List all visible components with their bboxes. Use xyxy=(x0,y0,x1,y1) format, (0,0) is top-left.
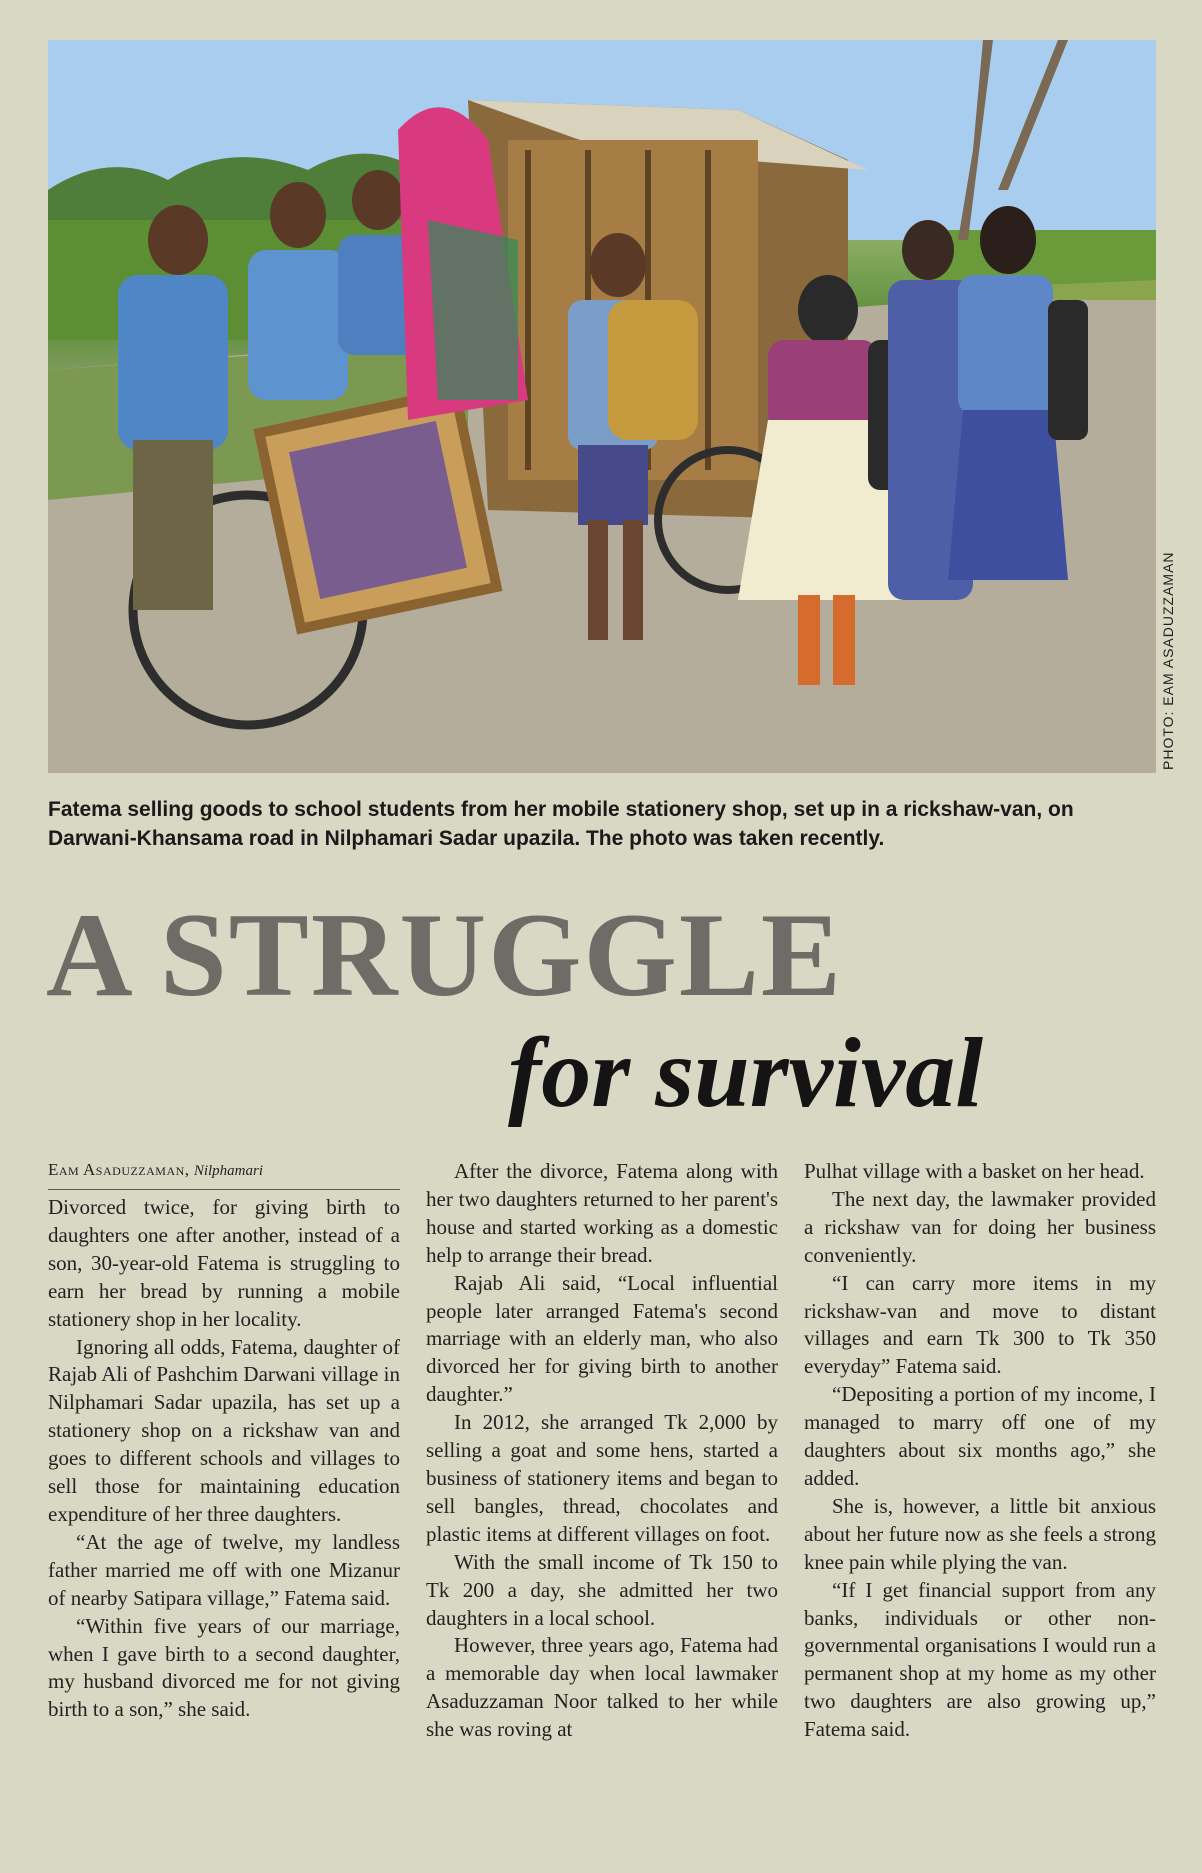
article-subheadline: for survival xyxy=(508,1017,983,1128)
photo-caption: Fatema selling goods to school students from her mobile stationery shop, set up in a rickshaw-van, on Darwani-Khansama road in Nilphamari Sadar upazila. The photo was taken recently. xyxy=(48,798,1074,850)
paragraph: “Within five years of our marriage, when I gave birth to a second daughter, my husband divorced me for not giving birth to a son,” she said. xyxy=(48,1613,400,1722)
paragraph: Pulhat village with a basket on her head. xyxy=(804,1159,1145,1183)
paragraph: She is, however, a little bit anxious about her future now as she feels a strong knee pain while plying the van. xyxy=(804,1493,1156,1574)
paragraph: Ignoring all odds, Fatema, daughter of Rajab Ali of Pashchim Darwani village in Nilphamari Sadar upazila, has set up a stationery shop on a rickshaw van and goes to different schools and villages to sell those for maintaining education expenditure of her three daughters. xyxy=(48,1334,400,1526)
paragraph: The next day, the lawmaker provided a rickshaw van for doing her business conveniently. xyxy=(804,1186,1156,1267)
byline xyxy=(48,1158,400,1190)
article-column-2 xyxy=(426,1158,778,1744)
paragraph: “If I get financial support from any banks, individuals or other non-governmental organisations I would run a permanent shop at my home as my other two daughters are also growing up,” Fatema said. xyxy=(804,1577,1156,1742)
photo-image xyxy=(48,40,1156,773)
paragraph: However, three years ago, Fatema had a memorable day when local lawmaker Asaduzzaman Noor talked to her while she was roving at xyxy=(426,1633,778,1742)
article-headline: A STRUGGLE xyxy=(46,888,843,1021)
photo-credit-text: PHOTO: EAM ASADUZZAMAN xyxy=(1160,551,1176,770)
article-column-1 xyxy=(48,1158,400,1724)
paragraph: Rajab Ali said, “Local influential people later arranged Fatema's second marriage with an elderly man, who also divorced her for giving birth to another daughter.” xyxy=(426,1270,778,1407)
article-column-3 xyxy=(804,1158,1156,1744)
paragraph: “At the age of twelve, my landless father married me off with one Mizanur of nearby Satipara village,” Fatema said. xyxy=(48,1529,400,1610)
paragraph: Divorced twice, for giving birth to daughters one after another, instead of a son, 30-year-old Fatema is struggling to earn her bread by running a mobile stationery shop in her locality. xyxy=(48,1195,400,1331)
paragraph: After the divorce, Fatema along with her two daughters returned to her parent's house and started working as a domestic help to arrange their bread. xyxy=(426,1159,778,1267)
paragraph: “Depositing a portion of my income, I managed to marry off one of my daughters about six months ago,” she added. xyxy=(804,1382,1156,1490)
article-photo xyxy=(48,40,1156,773)
paragraph: In 2012, she arranged Tk 2,000 by selling a goat and some hens, started a business of stationery items and began to sell bangles, thread, chocolates and plastic items at different villages on foot. xyxy=(426,1410,778,1546)
paragraph: With the small income of Tk 150 to Tk 200 a day, she admitted her two daughters in a local school. xyxy=(426,1549,778,1630)
byline-author: Eam Asaduzzaman, xyxy=(48,1160,190,1179)
byline-place: Nilphamari xyxy=(193,1163,263,1179)
photo-credit xyxy=(1160,520,1186,770)
paragraph: “I can carry more items in my rickshaw-van and move to distant villages and earn Tk 300 to Tk 350 everyday” Fatema said. xyxy=(804,1270,1156,1379)
